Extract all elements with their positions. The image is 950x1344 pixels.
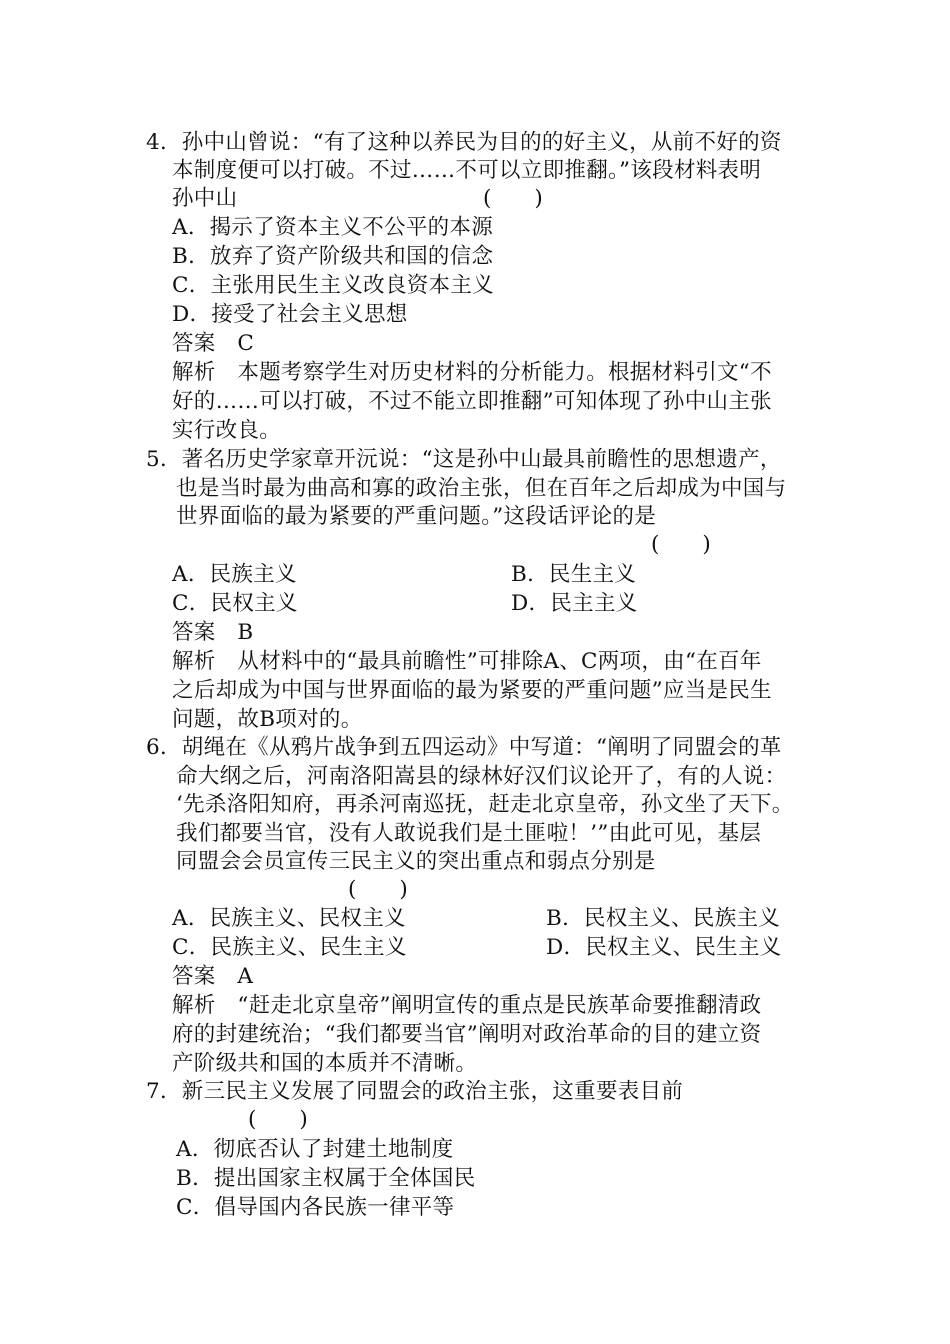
q6-answer: 答案 A [172, 964, 254, 989]
q4-analysis-line-3: 实行改良。 [172, 418, 282, 443]
q6-option-d: D．民权主义、民生主义 [546, 935, 782, 960]
q4-answer: 答案 C [172, 331, 255, 356]
q6-analysis-line-1: 解析 “赶走北京皇帝”阐明宣传的重点是民族革命要推翻清政 [172, 993, 762, 1018]
q5-option-b: B．民生主义 [511, 562, 637, 587]
q5-option-c: C．民权主义 [172, 591, 298, 616]
q6-stem-line-4: 我们都要当官，没有人敢说我们是土匪啦！’”由此可见，基层 [176, 821, 762, 846]
q5-answer: 答案 B [172, 620, 254, 645]
q4-option-b: B．放弃了资产阶级共和国的信念 [172, 244, 494, 269]
q6-stem-line-5: 同盟会会员宣传三民主义的突出重点和弱点分别是 [176, 849, 656, 874]
q5-analysis-line-1: 解析 从材料中的“最具前瞻性”可排除A、C两项，由“在百年 [172, 649, 762, 674]
q6-stem-line-3: ‘先杀洛阳知府，再杀河南巡抚，赶走北京皇帝，孙文坐了天下。 [176, 792, 794, 817]
q6-option-a: A．民族主义、民权主义 [172, 906, 406, 931]
q7-option-a: A．彻底否认了封建土地制度 [176, 1137, 454, 1162]
q4-answer-paren: ( ) [483, 186, 543, 211]
q5-analysis-line-3: 问题，故B项对的。 [172, 707, 363, 732]
q4-stem-line-2: 本制度便可以打破。不过……不可以立即推翻。”该段材料表明 [172, 158, 762, 183]
q4-analysis-line-2: 好的……可以打破，不过不能立即推翻”可知体现了孙中山主张 [172, 389, 772, 414]
q5-stem-line-3: 世界面临的最为紧要的严重问题。”这段话评论的是 [176, 504, 657, 529]
q6-option-b: B．民权主义、民族主义 [546, 906, 781, 931]
q7-option-c: C．倡导国内各民族一律平等 [176, 1195, 455, 1220]
q5-option-d: D．民主主义 [511, 591, 638, 616]
q4-option-a: A．揭示了资本主义不公平的本源 [172, 215, 494, 240]
q7-stem-line-1: 7．新三民主义发展了同盟会的政治主张，这重要表目前 [146, 1079, 684, 1104]
q4-analysis-line-1: 解析 本题考察学生对历史材料的分析能力。根据材料引文“不 [172, 360, 772, 385]
q6-stem-line-2: 命大纲之后，河南洛阳嵩县的绿林好汉们议论开了，有的人说： [176, 764, 787, 789]
q5-stem-line-1: 5．著名历史学家章开沅说：“这是孙中山最具前瞻性的思想遗产， [146, 447, 782, 472]
q4-option-c: C．主张用民生主义改良资本主义 [172, 273, 494, 298]
q4-stem-line-3: 孙中山 [172, 186, 238, 211]
q5-analysis-line-2: 之后却成为中国与世界面临的最为紧要的严重问题”应当是民生 [172, 678, 772, 703]
q4-stem-line-1: 4．孙中山曾说：“有了这种以养民为目的的好主义，从前不好的资 [146, 130, 782, 155]
q6-analysis-line-2: 府的封建统治；“我们都要当官”阐明对政治革命的目的建立资 [172, 1022, 762, 1047]
q4-option-d: D．接受了社会主义思想 [172, 302, 408, 327]
q7-answer-paren: ( ) [248, 1107, 308, 1132]
q6-answer-paren: ( ) [348, 877, 408, 902]
q7-option-b: B．提出国家主权属于全体国民 [176, 1166, 476, 1191]
q5-answer-paren: ( ) [651, 532, 711, 557]
q6-stem-line-1: 6．胡绳在《从鸦片战争到五四运动》中写道：“阐明了同盟会的革 [146, 735, 782, 760]
q5-stem-line-2: 也是当时最为曲高和寡的政治主张，但在百年之后却成为中国与 [176, 476, 787, 501]
q6-analysis-line-3: 产阶级共和国的本质并不清晰。 [172, 1051, 478, 1076]
q6-option-c: C．民族主义、民生主义 [172, 935, 407, 960]
q5-option-a: A．民族主义 [172, 562, 297, 587]
